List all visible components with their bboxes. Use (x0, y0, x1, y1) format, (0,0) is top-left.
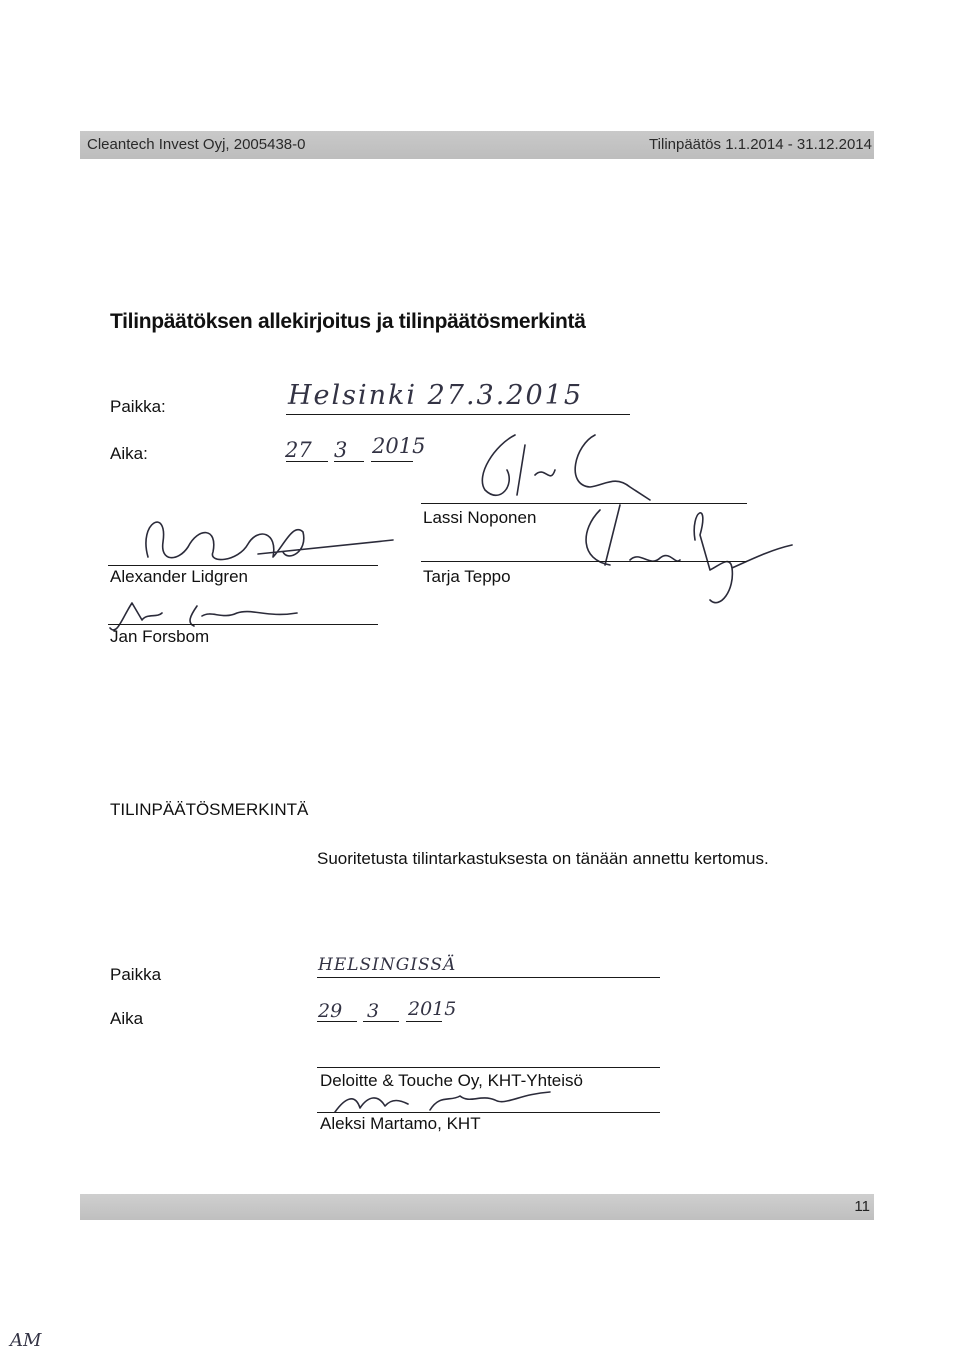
place-label: Paikka: (110, 397, 166, 416)
auditor-time-label: Aika (110, 1009, 144, 1028)
date-year-line (371, 461, 413, 462)
footer-bar (80, 1194, 874, 1220)
header-company: Cleantech Invest Oyj, 2005438-0 (87, 136, 306, 153)
auditor-date-day-line (317, 1021, 357, 1022)
date-month-handwritten: 3 (334, 438, 348, 462)
line-tarja-teppo (421, 561, 747, 562)
firm-line (317, 1067, 660, 1068)
auditor-signature-line (317, 1112, 660, 1113)
time-label: Aika: (110, 444, 148, 463)
page-title: Tilinpäätöksen allekirjoitus ja tilinpäätösmerkintä (110, 310, 586, 333)
date-year-handwritten: 2015 (372, 434, 426, 458)
signatory-lassi-noponen: Lassi Noponen (423, 508, 537, 527)
signature-tarja-teppo (560, 490, 800, 620)
signatory-jan-forsbom: Jan Forsbom (110, 627, 210, 646)
auditor-date-month-handwritten: 3 (367, 1000, 380, 1022)
initials-mark: AM (10, 1330, 42, 1351)
date-month-line (334, 461, 364, 462)
date-day-handwritten: 27 (285, 438, 312, 462)
signature-alexander-lidgren (108, 502, 398, 572)
line-alexander-lidgren (108, 565, 378, 566)
auditor-name: Aleksi Martamo, KHT (320, 1114, 481, 1133)
auditor-date-year-line (406, 1021, 442, 1022)
auditor-place-line (317, 977, 660, 978)
auditor-date-day-handwritten: 29 (318, 1000, 343, 1022)
auditor-date-year-handwritten: 2015 (408, 998, 457, 1020)
section-heading-auditor-note: TILINPÄÄTÖSMERKINTÄ (110, 800, 309, 819)
auditor-firm: Deloitte & Touche Oy, KHT-Yhteisö (320, 1071, 583, 1090)
auditor-statement: Suoritetusta tilintarkastuksesta on tänään annettu kertomus. (317, 849, 769, 868)
auditor-place-label: Paikka (110, 965, 162, 984)
line-jan-forsbom (108, 624, 378, 625)
signatory-tarja-teppo: Tarja Teppo (423, 567, 511, 586)
signatory-alexander-lidgren: Alexander Lidgren (110, 567, 248, 586)
date-day-line (286, 461, 328, 462)
place-value-handwritten: Helsinki 27.3.2015 (288, 380, 584, 411)
header-period: Tilinpäätös 1.1.2014 - 31.12.2014 (649, 136, 872, 153)
auditor-place-handwritten: HELSINGISSÄ (318, 955, 457, 975)
page-number: 11 (854, 1198, 870, 1215)
auditor-date-month-line (363, 1021, 399, 1022)
